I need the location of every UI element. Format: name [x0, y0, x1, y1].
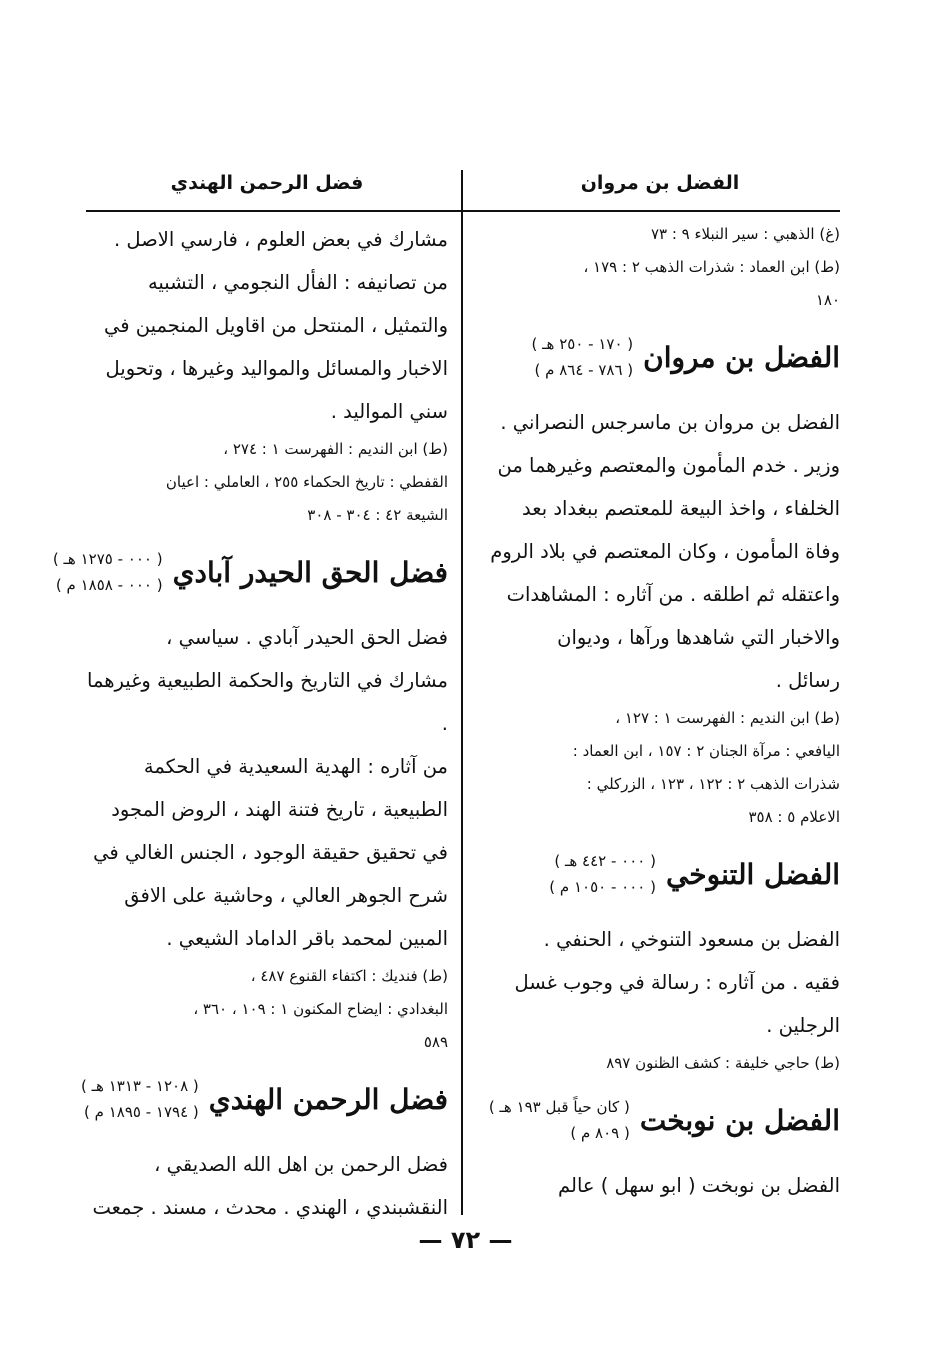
reference-line: (ط) ابن النديم : الفهرست ١ : ١٢٧ ، — [615, 709, 840, 727]
reference-line: (ط) فنديك : اكتفاء القنوع ٤٨٧ ، — [250, 967, 448, 985]
entry-body — [480, 1164, 840, 1207]
hijri-dates: ( كان حياً قبل ١٩٣ هـ ) — [488, 1098, 630, 1116]
right-column-content — [480, 218, 840, 1207]
entry-dates — [549, 848, 656, 900]
column-divider — [461, 170, 463, 1215]
entry-heading — [52, 538, 448, 606]
entry-body — [86, 616, 448, 960]
entry-name: فضل الرحمن الهندي — [208, 1082, 448, 1116]
entry-name: فضل الحق الحيدر آبادي — [172, 555, 448, 589]
body-line: الاخبار والمسائل والمواليد وغيرها ، وتحويل — [105, 357, 448, 380]
body-line: فقيه . من آثاره : رسالة في وجوب غسل — [514, 971, 840, 994]
reference-line: (ط) ابن النديم : الفهرست ١ : ٢٧٤ ، — [223, 440, 448, 458]
gregorian-dates: ( ٨٠٩ م ) — [570, 1124, 630, 1142]
entry-dates — [81, 1073, 199, 1125]
reference-line: (ط) حاجي خليفة : كشف الظنون ٨٩٧ — [606, 1054, 840, 1072]
body-line: والاخبار التي شاهدها ورآها ، وديوان — [557, 626, 840, 649]
right-column-header: الفضل بن مروان — [580, 172, 740, 194]
entry-references — [86, 433, 448, 532]
left-column-content — [52, 218, 448, 1229]
body-line: مشارك في بعض العلوم ، فارسي الاصل . — [114, 228, 448, 251]
entry-body — [480, 401, 840, 702]
entry-name: الفضل بن مروان — [643, 340, 840, 374]
hijri-dates: ( ٠٠٠ - ٤٤٢ هـ ) — [554, 852, 656, 870]
reference-line: القفطي : تاريخ الحكماء ٢٥٥ ، العاملي : اعيان — [165, 473, 448, 491]
entry-heading — [480, 323, 840, 391]
body-line: الرجلين . — [766, 1014, 840, 1037]
body-line: في تحقيق حقيقة الوجود ، الجنس الغالي في — [93, 841, 448, 864]
entry-references — [480, 1047, 840, 1080]
header-rule — [86, 210, 840, 212]
hijri-dates: ( ١٧٠ - ٢٥٠ هـ ) — [531, 335, 634, 353]
entry-heading — [480, 840, 840, 908]
hijri-dates: ( ٠٠٠ - ١٢٧٥ هـ ) — [52, 550, 163, 568]
entry-name: الفضل التنوخي — [665, 857, 840, 891]
reference-line: البغدادي : ايضاح المكنون ١ : ١٠٩ ، ٣٦٠ ، — [193, 1000, 448, 1018]
entry-references — [480, 702, 840, 834]
page-number: — ٧٢ — — [418, 1226, 513, 1254]
body-line: سني المواليد . — [330, 400, 448, 423]
entry-dates — [489, 1094, 630, 1146]
entry-heading — [81, 1065, 448, 1133]
body-line: الفضل بن نوبخت ( ابو سهل ) عالم — [558, 1174, 840, 1197]
entry-body — [480, 918, 840, 1047]
entry-heading — [480, 1086, 840, 1154]
body-line: الطبيعية ، تاريخ فتنة الهند ، الروض المجود — [111, 798, 448, 821]
entry-body — [86, 1143, 448, 1229]
gregorian-dates: ( ٠٠٠ - ١٨٥٨ م ) — [55, 576, 163, 594]
gregorian-dates: ( ١٧٩٤ - ١٨٩٥ م ) — [84, 1103, 199, 1121]
left-column-header: فضل الرحمن الهندي — [170, 172, 364, 194]
entry-references — [86, 960, 448, 1059]
reference-line: (غ) الذهبي : سير النبلاء ٩ : ٧٣ — [650, 225, 840, 243]
body-line: النقشبندي ، الهندي . محدث ، مسند . جمعت — [92, 1196, 448, 1219]
reference-line: اليافعي : مرآة الجنان ٢ : ١٥٧ ، ابن العماد : — [572, 742, 840, 760]
gregorian-dates: ( ٧٨٦ - ٨٦٤ م ) — [534, 361, 634, 379]
body-line: وزير . خدم المأمون والمعتصم وغيرهما من — [497, 454, 840, 477]
entry-dates — [53, 546, 163, 598]
gregorian-dates: ( ٠٠٠ - ١٠٥٠ م ) — [549, 878, 656, 896]
body-line: مشارك في التاريخ والحكمة الطبيعية وغيرهما . — [87, 669, 448, 735]
body-line: وفاة المأمون ، وكان المعتصم في بلاد الروم — [490, 540, 840, 563]
body-line: من آثاره : الهدية السعيدية في الحكمة — [143, 755, 448, 778]
body-line: من تصانيفه : الفأل النجومي ، التشبيه — [147, 271, 448, 294]
body-line: فضل الحق الحيدر آبادي . سياسي ، — [166, 626, 448, 649]
reference-line: الاعلام ٥ : ٣٥٨ — [748, 808, 840, 826]
entry-dates — [532, 331, 634, 383]
body-line: الفضل بن مروان بن ماسرجس النصراني . — [500, 411, 840, 434]
body-line: الخلفاء ، واخذ البيعة للمعتصم ببغداد بعد — [522, 497, 840, 520]
body-line: الفضل بن مسعود التنوخي ، الحنفي . — [543, 928, 840, 951]
top-references — [480, 218, 840, 317]
body-line: شرح الجوهر العالي ، وحاشية على الافق — [124, 884, 448, 907]
body-line: والتمثيل ، المنتحل من اقاويل المنجمين في — [104, 314, 448, 337]
entry-name: الفضل بن نوبخت — [639, 1103, 840, 1137]
reference-line: (ط) ابن العماد : شذرات الذهب ٢ : ١٧٩ ، — [583, 258, 840, 276]
reference-line: الشيعة ٤٢ : ٣٠٤ - ٣٠٨ — [307, 506, 448, 524]
hijri-dates: ( ١٢٠٨ - ١٣١٣ هـ ) — [81, 1077, 199, 1095]
reference-line: شذرات الذهب ٢ : ١٢٢ ، ١٢٣ ، الزركلي : — [586, 775, 840, 793]
reference-line: ٥٨٩ — [423, 1033, 448, 1051]
reference-line: ١٨٠ — [815, 291, 840, 309]
body-line: المبين لمحمد باقر الداماد الشيعي . — [166, 927, 448, 950]
entry-body — [86, 218, 448, 433]
body-line: فضل الرحمن بن اهل الله الصديقي ، — [154, 1153, 448, 1176]
body-line: واعتقله ثم اطلقه . من آثاره : المشاهدات — [506, 583, 840, 606]
body-line: رسائل . — [775, 669, 840, 692]
